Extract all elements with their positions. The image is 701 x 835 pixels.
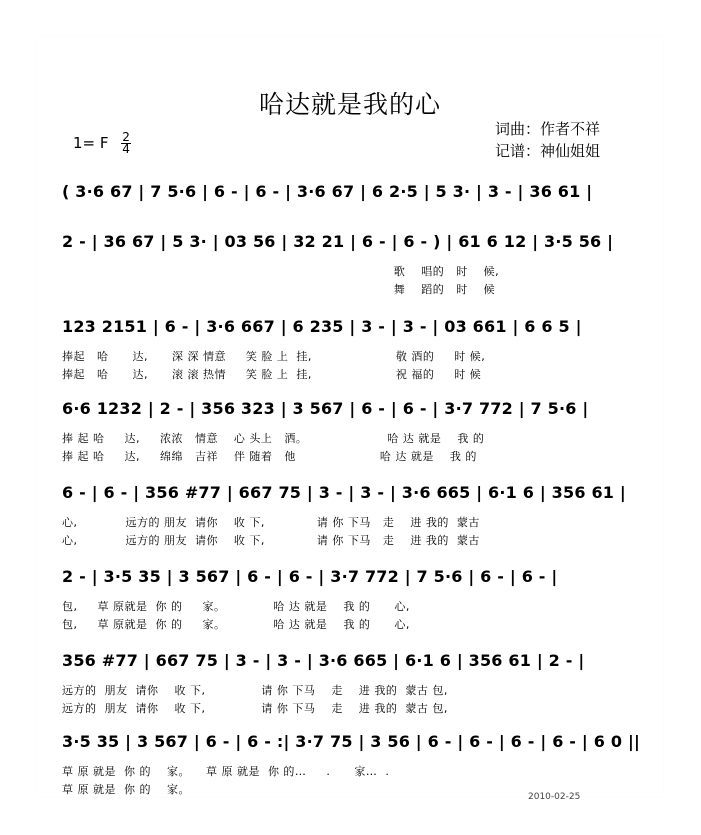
score-sheet (37, 37, 663, 797)
lyric-verse-2: 草 原 就是 你 的 家。 (62, 783, 190, 796)
key-signature (73, 132, 131, 155)
lyric-verse-1: 歌 唱的 时 候, (62, 265, 500, 278)
time-signature (121, 132, 131, 155)
lyric-verse-2: 远方的 朋友 请你 收 下, 请 你 下马 走 进 我的 蒙古 包, (62, 702, 448, 715)
credit-notation: 记谱：神仙姐姐 (495, 142, 601, 160)
lyric-verse-2: 捧起 哈 达, 滚 滚 热情 笑 脸 上 挂, 祝 福的 时 候 (62, 368, 482, 381)
song-title: 哈达就是我的心 (258, 90, 441, 119)
time-signature-bottom: 4 (122, 142, 130, 156)
lyric-verse-1: 心, 远方的 朋友 请你 收 下, 请 你 下马 走 进 我的 蒙古 (62, 516, 480, 529)
key-label: 1= F (73, 134, 109, 152)
notation-line: ( 3·6 67 | 7 5·6 | 6 - | 6 - | 3·6 67 | 6 2·5 | 5 3· | 3 - | 36 61 | (62, 182, 593, 201)
date-stamp: 2010-02-25 (528, 792, 581, 802)
lyric-verse-2: 包, 草 原就是 你 的 家。 哈 达 就是 我 的 心, (62, 618, 410, 631)
notation-line: 6 - | 6 - | 356 #77 | 667 75 | 3 - | 3 - | 3·6 665 | 6·1 6 | 356 61 | (62, 483, 626, 502)
time-signature-top: 2 (122, 130, 130, 144)
lyric-verse-1: 草 原 就是 你 的 家。 草 原 就是 你 的… . 家… . (62, 765, 390, 778)
notation-line: 2 - | 36 67 | 5 3· | 03 56 | 32 21 | 6 - | 6 - ) | 61 6 12 | 3·5 56 | (62, 232, 614, 251)
notation-line: 6·6 1232 | 2 - | 356 323 | 3 567 | 6 - | 6 - | 3·7 772 | 7 5·6 | (62, 399, 589, 418)
lyric-verse-1: 包, 草 原就是 你 的 家。 哈 达 就是 我 的 心, (62, 600, 410, 613)
notation-line: 123 2151 | 6 - | 3·6 667 | 6 235 | 3 - | 3 - | 03 661 | 6 6 5 | (62, 317, 582, 336)
lyric-verse-1: 捧 起 哈 达, 浓浓 情意 心 头上 洒。 哈 达 就是 我 的 (62, 432, 485, 445)
lyric-verse-2: 舞 蹈的 时 候 (62, 283, 496, 296)
notation-line: 2 - | 3·5 35 | 3 567 | 6 - | 6 - | 3·7 772 | 7 5·6 | 6 - | 6 - | (62, 567, 558, 586)
lyric-verse-1: 捧起 哈 达, 深 深 情意 笑 脸 上 挂, 敬 酒的 时 候, (62, 350, 486, 363)
lyric-verse-1: 远方的 朋友 请你 收 下, 请 你 下马 走 进 我的 蒙古 包, (62, 684, 448, 697)
credit-lyrics-music: 词曲：作者不祥 (495, 120, 601, 138)
lyric-verse-2: 心, 远方的 朋友 请你 收 下, 请 你 下马 走 进 我的 蒙古 (62, 534, 480, 547)
notation-line: 356 #77 | 667 75 | 3 - | 3 - | 3·6 665 | 6·1 6 | 356 61 | 2 - | (62, 651, 585, 670)
lyric-verse-2: 捧 起 哈 达, 绵绵 吉祥 伴 随着 他 哈 达 就是 我 的 (62, 450, 477, 463)
credits (495, 118, 600, 162)
notation-line: 3·5 35 | 3 567 | 6 - | 6 - :| 3·7 75 | 3 56 | 6 - | 6 - | 6 - | 6 - | 6 0 || (62, 732, 641, 751)
